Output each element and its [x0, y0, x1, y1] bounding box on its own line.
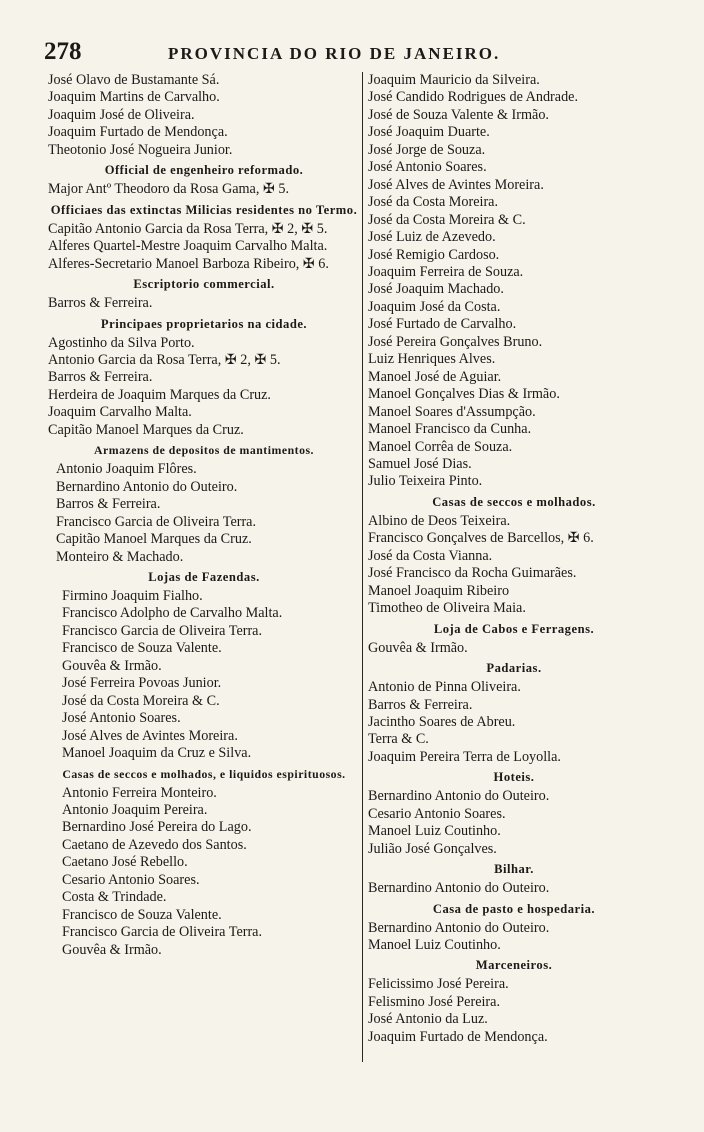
list-item: José da Costa Moreira. [368, 194, 499, 211]
list-item: Barros & Ferreira. [56, 496, 161, 513]
list-item: Bernardino Antonio do Outeiro. [56, 478, 238, 495]
list-item: José Olavo de Bustamante Sá. [48, 72, 220, 88]
list-item: Manoel Luiz Coutinho. [368, 937, 501, 954]
left-column [48, 72, 360, 959]
list-item: Barros & Ferreira. [48, 369, 153, 386]
list-item: Timotheo de Oliveira Maia. [368, 600, 526, 617]
list-item: Gouvêa & Irmão. [62, 941, 162, 958]
section-heading-milicias: Officiaes das extinctas Milicias residentes no Termo. [50, 202, 358, 217]
list-item: Bernardino José Pereira do Lago. [62, 819, 252, 836]
list-item: Jacintho Soares de Abreu. [368, 713, 516, 730]
page-header [0, 38, 704, 68]
section-heading-cabos: Loja de Cabos e Ferragens. [433, 621, 595, 636]
list-item: Monteiro & Machado. [56, 548, 184, 565]
list-item: Francisco Garcia de Oliveira Terra. [62, 924, 263, 941]
list-item: Antonio Ferreira Monteiro. [62, 784, 217, 801]
list-item: Bernardino Antonio do Outeiro. [368, 880, 550, 897]
section-heading-bilhar: Bilhar. [494, 862, 534, 877]
left-intro-list [48, 72, 360, 159]
list-item: Antonio Garcia da Rosa Terra, ✠ 2, ✠ 5. [48, 351, 281, 368]
list-item: José Antonio Soares. [368, 159, 487, 176]
list-item: Barros & Ferreira. [368, 696, 473, 713]
section-heading-padarias: Padarias. [486, 661, 542, 676]
section-heading-seccos: Casas de seccos e molhados. [432, 494, 596, 509]
list-item: José Ferreira Povoas Junior. [62, 675, 222, 692]
list-item: Joaquim Furtado de Mendonça. [48, 124, 228, 141]
right-intro-list [368, 72, 660, 491]
list-item: Manoel Corrêa de Souza. [368, 438, 513, 455]
list-item: Major Antº Theodoro da Rosa Gama, ✠ 5. [48, 181, 290, 198]
list-item: Francisco Garcia de Oliveira Terra. [62, 622, 263, 639]
list-item: José Remigio Cardoso. [368, 246, 500, 263]
section-heading-proprietarios: Principaes proprietarios na cidade. [100, 316, 308, 331]
list-item: Costa & Trindade. [62, 889, 167, 906]
list-item: José Furtado de Carvalho. [368, 316, 517, 333]
list-item: Felismino José Pereira. [368, 993, 501, 1010]
list-item: Julião José Gonçalves. [368, 840, 497, 857]
list-item: José Antonio da Luz. [368, 1011, 488, 1028]
list-item: Capitão Manoel Marques da Cruz. [48, 421, 244, 438]
page-number: 278 [44, 38, 82, 65]
list-item: José da Costa Moreira & C. [368, 211, 526, 228]
list-item: Francisco de Souza Valente. [62, 640, 222, 657]
list-item: José Joaquim Machado. [368, 281, 504, 298]
list-item: Gouvêa & Irmão. [62, 657, 162, 674]
list-item: Cesario Antonio Soares. [368, 805, 506, 822]
section-heading-pasto: Casa de pasto e hospedaria. [432, 901, 596, 916]
list-item: Felicissimo José Pereira. [368, 976, 509, 993]
section-heading-fazendas: Lojas de Fazendas. [148, 569, 260, 584]
running-head: PROVINCIA DO RIO DE JANEIRO. [168, 44, 501, 63]
list-item: José da Costa Moreira & C. [62, 692, 220, 709]
list-item: Cesario Antonio Soares. [62, 871, 200, 888]
list-item: Agostinho da Silva Porto. [48, 334, 195, 351]
list-item: José Alves de Avintes Moreira. [368, 176, 544, 193]
list-item: Manoel Joaquim da Cruz e Silva. [62, 745, 252, 762]
list-item: Herdeira de Joaquim Marques da Cruz. [48, 386, 271, 403]
list-item: Terra & C. [368, 731, 429, 748]
list-item: Firmino Joaquim Fialho. [62, 587, 203, 604]
list-item: Alferes Quartel-Mestre Joaquim Carvalho Malta. [48, 238, 328, 255]
list-item: Manoel José de Aguiar. [368, 368, 502, 385]
list-item: José Candido Rodrigues de Andrade. [368, 89, 579, 106]
list-item: Manoel Luiz Coutinho. [368, 823, 501, 840]
list-item: José Pereira Gonçalves Bruno. [368, 333, 543, 350]
list-item: Luiz Henriques Alves. [368, 351, 496, 368]
list-item: Julio Teixeira Pinto. [368, 473, 483, 490]
list-item: José Jorge de Souza. [368, 141, 486, 158]
list-item: Manoel Joaquim Ribeiro [368, 582, 510, 599]
list-item: Antonio Joaquim Flôres. [56, 461, 197, 478]
column-divider [362, 72, 363, 1062]
section-heading-engenheiro: Official de engenheiro reformado. [104, 163, 304, 178]
list-item: Capitão Antonio Garcia da Rosa Terra, ✠ 2, ✠ 5. [48, 220, 328, 237]
section-heading-seccos-liquidos: Casas de seccos e molhados, e liquidos espirituosos. [62, 766, 346, 781]
list-item: Joaquim Mauricio da Silveira. [368, 72, 540, 88]
list-item: Francisco de Souza Valente. [62, 906, 222, 923]
list-item: Francisco Gonçalves de Barcellos, ✠ 6. [368, 530, 594, 547]
list-item: José da Costa Vianna. [368, 547, 493, 564]
list-item: Manoel Francisco da Cunha. [368, 421, 532, 438]
list-item: Joaquim Carvalho Malta. [48, 404, 192, 421]
list-item: Samuel José Dias. [368, 455, 472, 472]
list-item: José Antonio Soares. [62, 710, 181, 727]
list-item: Joaquim Pereira Terra de Loyolla. [368, 748, 561, 765]
list-item: Francisco Garcia de Oliveira Terra. [56, 513, 257, 530]
list-item: Manoel Gonçalves Dias & Irmão. [368, 386, 560, 403]
section-heading-hoteis: Hoteis. [493, 770, 535, 785]
list-item: Bernardino Antonio do Outeiro. [368, 788, 550, 805]
section-heading-marceneiros: Marceneiros. [475, 958, 553, 973]
list-item: Joaquim José da Costa. [368, 298, 501, 315]
list-item: Joaquim Furtado de Mendonça. [368, 1028, 548, 1045]
list-item: Joaquim Ferreira de Souza. [368, 263, 524, 280]
right-column [368, 72, 660, 1046]
list-item: Alferes-Secretario Manoel Barboza Ribeiro, ✠ 6. [48, 255, 329, 272]
list-item: Capitão Manoel Marques da Cruz. [56, 531, 252, 548]
list-item: José Francisco da Rocha Guimarães. [368, 565, 577, 582]
list-item: Caetano José Rebello. [62, 854, 188, 871]
list-item: Antonio de Pinna Oliveira. [368, 679, 521, 696]
list-item: Albino de Deos Teixeira. [368, 512, 511, 529]
list-item: Francisco Adolpho de Carvalho Malta. [62, 605, 283, 622]
list-item: Joaquim José de Oliveira. [48, 106, 195, 123]
list-item: José de Souza Valente & Irmão. [368, 106, 549, 123]
list-item: Caetano de Azevedo dos Santos. [62, 836, 247, 853]
list-item: Gouvêa & Irmão. [368, 639, 468, 656]
list-item: Barros & Ferreira. [48, 295, 153, 312]
section-heading-armazens: Armazens de depositos de mantimentos. [93, 443, 315, 458]
list-item: Antonio Joaquim Pereira. [62, 801, 208, 818]
list-item: Joaquim Martins de Carvalho. [48, 89, 220, 106]
list-item: Theotonio José Nogueira Junior. [48, 141, 233, 158]
list-item: José Alves de Avintes Moreira. [62, 727, 238, 744]
list-item: Bernardino Antonio do Outeiro. [368, 919, 550, 936]
list-item: José Luiz de Azevedo. [368, 229, 496, 246]
list-item: Manoel Soares d'Assumpção. [368, 403, 536, 420]
list-item: José Joaquim Duarte. [368, 124, 490, 141]
section-heading-escriptorio: Escriptorio commercial. [133, 277, 275, 292]
